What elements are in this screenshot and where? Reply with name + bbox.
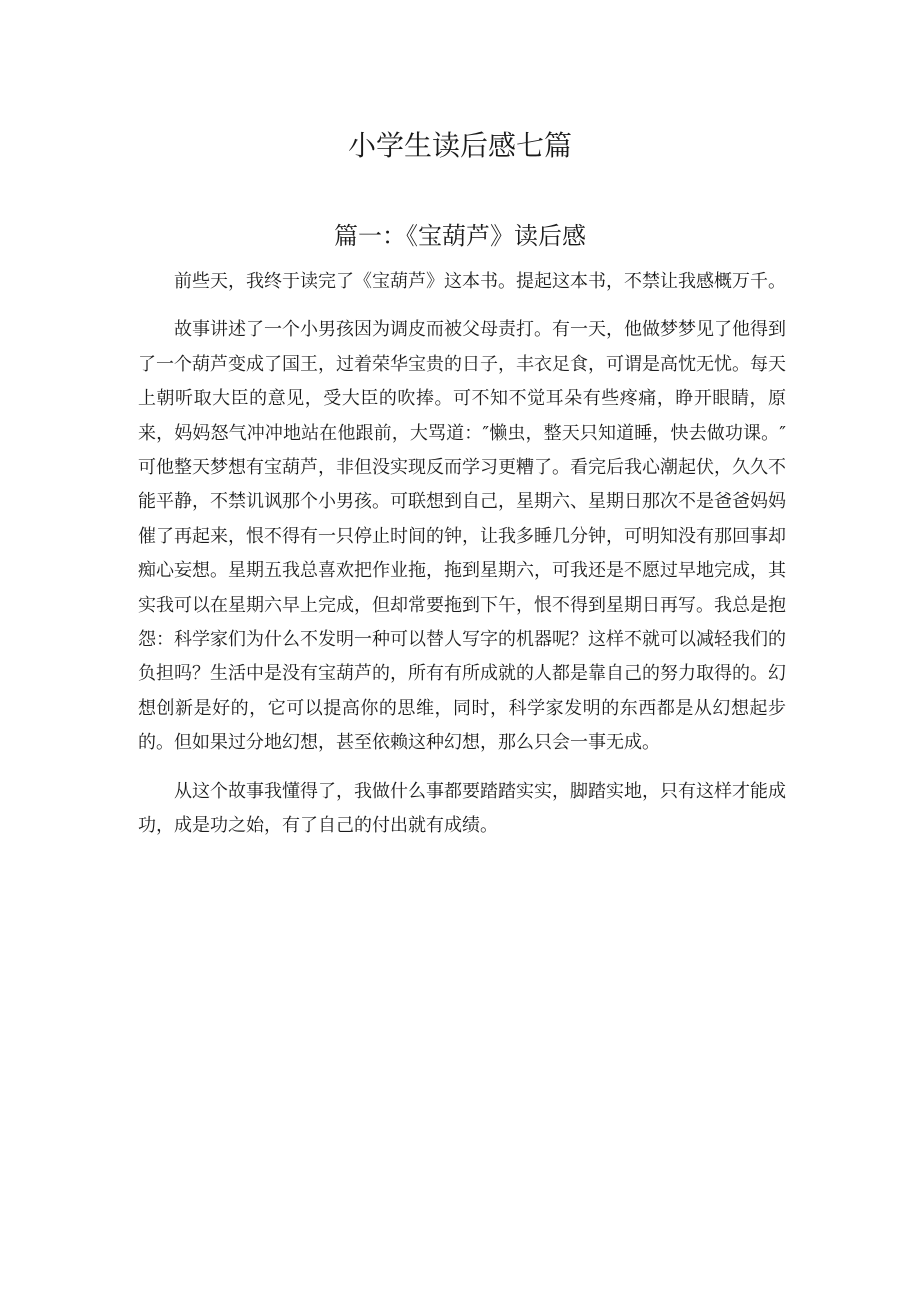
paragraph-story: 故事讲述了一个小男孩因为调皮而被父母责打。有一天，他做梦梦见了他得到了一个葫芦变成了国王，过着荣华宝贵的日子，丰衣足食，可谓是高忱无忧。每天上朝听取大臣的意见，受大臣的吹捧。可不知不觉耳朵有些疼痛，睁开眼睛，原来，妈妈怒气冲冲地站在他跟前，大骂道：″懒虫，整天只知道睡，快去做功课。″可他整天梦想有宝葫芦，非但没实现反而学习更糟了。看完后我心潮起伏，久久不能平静，不禁讥讽那个小男孩。可联想到自己，星期六、星期日那次不是爸爸妈妈催了再起来，恨不得有一只停止时间的钟，让我多睡几分钟，可明知没有那回事却痴心妄想。星期五我总喜欢把作业拖，拖到星期六，可我还是不愿过早地完成，其实我可以在星期六早上完成，但却常要拖到下午，恨不得到星期日再写。我总是抱怨：科学家们为什么不发明一种可以替人写字的机器呢？这样不就可以减轻我们的负担吗？生活中是没有宝葫芦的，所有有所成就的人都是靠自己的努力取得的。幻想创新是好的，它可以提高你的思维，同时，科学家发明的东西都是从幻想起步的。但如果过分地幻想，甚至依赖这种幻想，那么只会一事无成。 [138, 319, 786, 754]
document-title: 小学生读后感七篇 [347, 129, 572, 162]
section-title: 篇一：《宝葫芦》读后感 [334, 222, 586, 250]
paragraph-intro: 前些天，我终于读完了《宝葫芦》这本书。提起这本书，不禁让我感概万千。 [174, 271, 786, 292]
paragraph-conclusion: 从这个故事我懂得了，我做什么事都要踏踏实实，脚踏实地，只有这样才能成功，成是功之始，有了自己的付出就有成绩。 [138, 780, 786, 837]
body-text [138, 265, 786, 844]
